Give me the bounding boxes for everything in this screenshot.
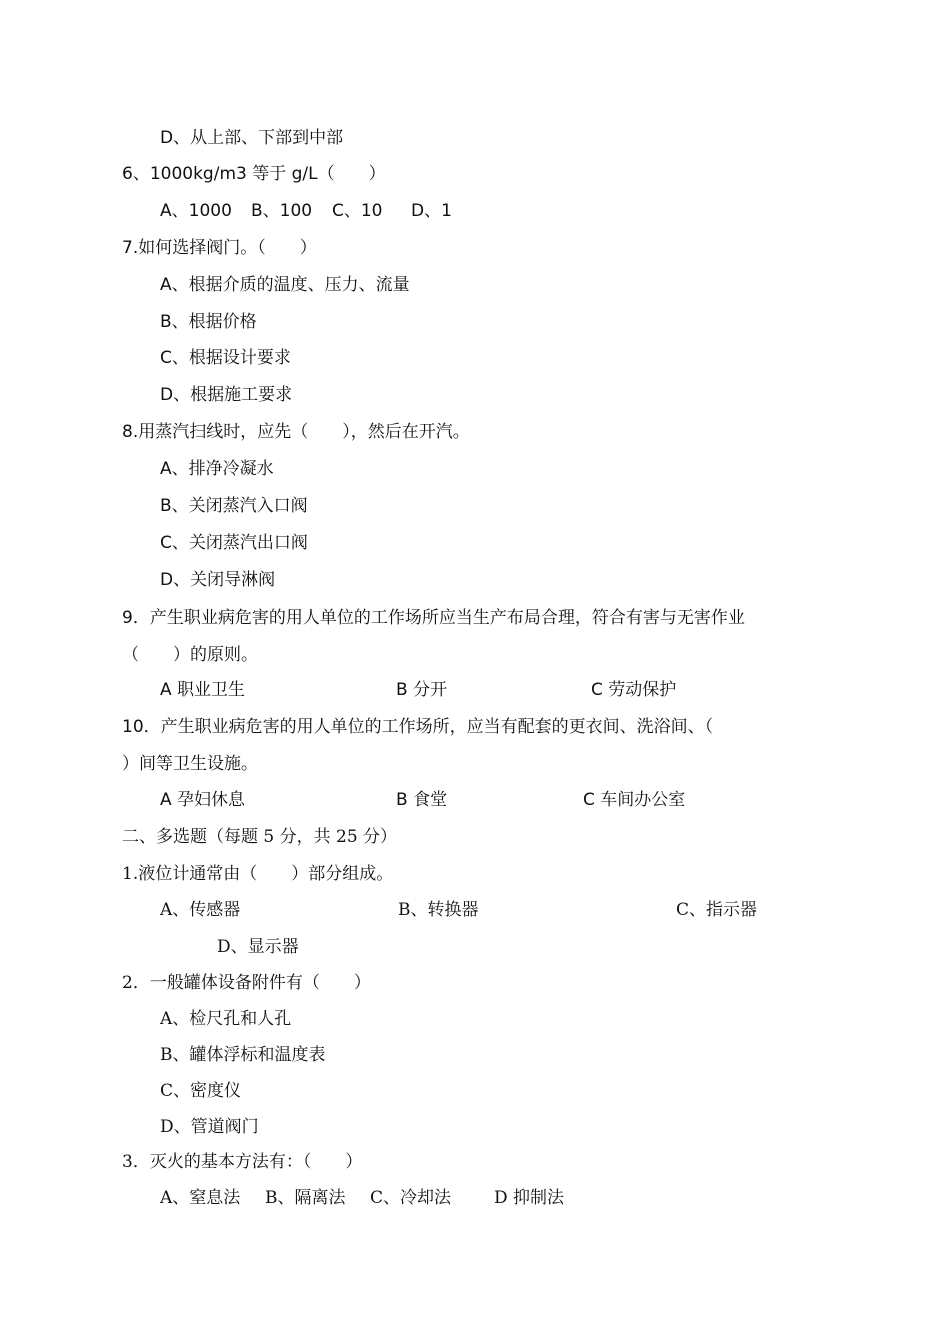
q10-option-b: B 食堂 (396, 790, 448, 810)
m3-option-c: C、冷却法 (370, 1188, 452, 1208)
m1-option-a: A、传感器 (160, 900, 241, 920)
q8-option-c: C、关闭蒸汽出口阀 (160, 533, 308, 553)
q7-option-c: C、根据设计要求 (160, 348, 291, 368)
q10-option-a: A 孕妇休息 (160, 790, 246, 810)
m2-option-b: B、罐体浮标和温度表 (160, 1045, 326, 1065)
q6-option-a: A、1000 (160, 201, 232, 221)
q8-option-b: B、关闭蒸汽入口阀 (160, 496, 308, 516)
q7-stem: 7.如何选择阀门。（ ） (122, 238, 317, 258)
m2-stem: 2．一般罐体设备附件有（ ） (122, 973, 371, 993)
q9-stem-line1: 9．产生职业病危害的用人单位的工作场所应当生产布局合理，符合有害与无害作业 (122, 608, 745, 628)
q9-option-a: A 职业卫生 (160, 680, 246, 700)
m3-option-a: A、窒息法 (160, 1188, 241, 1208)
m2-option-a: A、检尺孔和人孔 (160, 1009, 292, 1029)
q6-stem: 6、1000kg/m3 等于 g/L（ ） (122, 164, 386, 184)
q10-option-c: C 车间办公室 (583, 790, 686, 810)
m1-option-c: C、指示器 (676, 900, 758, 920)
m3-option-d: D 抑制法 (494, 1188, 565, 1208)
m3-option-b: B、隔离法 (265, 1188, 346, 1208)
q9-stem-line2: （ ）的原则。 (122, 645, 258, 665)
q8-option-a: A、排净冷凝水 (160, 459, 274, 479)
m1-stem: 1.液位计通常由（ ）部分组成。 (122, 864, 394, 884)
q6-option-d: D、1 (411, 201, 452, 221)
q10-stem-line1: 10．产生职业病危害的用人单位的工作场所，应当有配套的更衣间、洗浴间、（ (122, 717, 714, 737)
m3-stem: 3．灭火的基本方法有：（ ） (122, 1152, 363, 1172)
q5-option-d: D、从上部、下部到中部 (160, 128, 344, 148)
q6-option-b: B、100 (251, 201, 313, 221)
q8-stem: 8.用蒸汽扫线时，应先（ ），然后在开汽。 (122, 422, 470, 442)
q10-stem-line2: ）间等卫生设施。 (122, 754, 258, 774)
m2-option-c: C、密度仪 (160, 1081, 242, 1101)
q9-option-c: C 劳动保护 (591, 680, 677, 700)
section-title-multiple-choice: 二、多选题（每题 5 分，共 25 分） (122, 827, 398, 847)
q8-option-d: D、关闭导淋阀 (160, 570, 276, 590)
q7-option-d: D、根据施工要求 (160, 385, 293, 405)
m2-option-d: D、管道阀门 (160, 1117, 259, 1137)
q7-option-b: B、根据价格 (160, 312, 257, 332)
q7-option-a: A、根据介质的温度、压力、流量 (160, 275, 410, 295)
m1-option-b: B、转换器 (398, 900, 479, 920)
q6-option-c: C、10 (332, 201, 383, 221)
m1-option-d: D、显示器 (217, 937, 299, 957)
q9-option-b: B 分开 (396, 680, 448, 700)
